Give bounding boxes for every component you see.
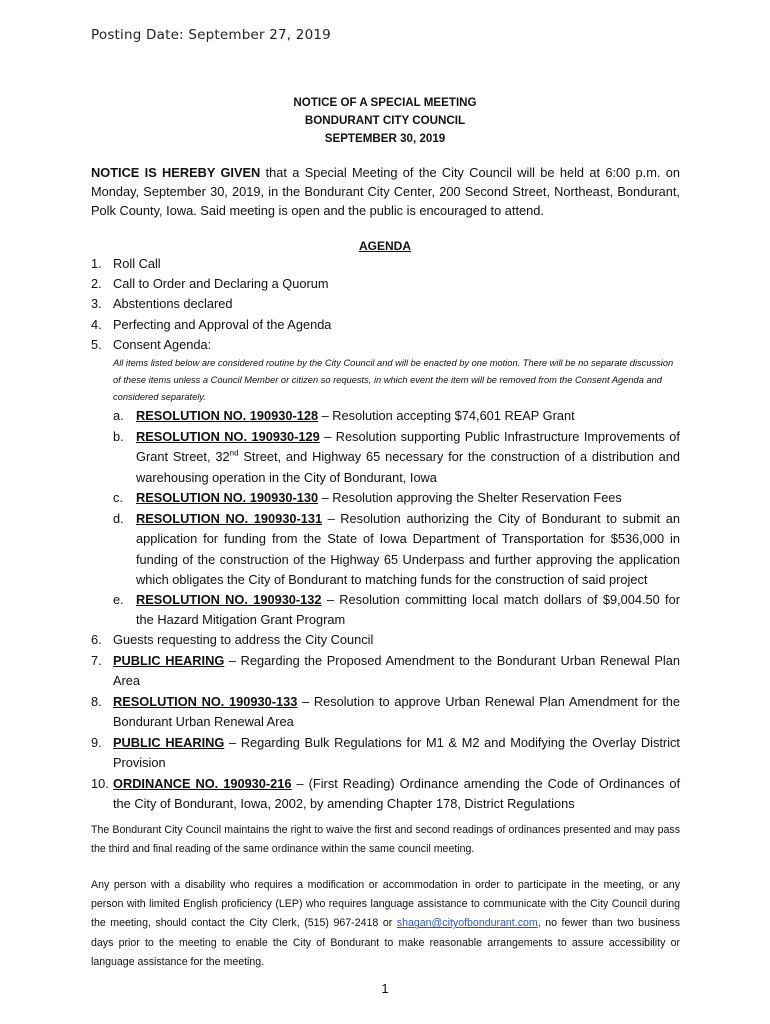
item-number: 2. <box>91 276 102 291</box>
notice-title: NOTICE OF A SPECIAL MEETING <box>293 96 477 109</box>
item-text: Call to Order and Declaring a Quorum <box>113 276 329 291</box>
sub-item-text: RESOLUTION NO. 190930-131 – Resolution authorizing the City of Bondurant to submit an application for funding from the State of Iowa Department of Transportation for $536,000 in funding of the construction of the Highway 65 Underpass and further approving the application which obligates the City of Bondurant to matching funds for the construction of said project <box>136 511 680 588</box>
item-number: 7. <box>91 653 102 668</box>
item-label: PUBLIC HEARING <box>113 653 225 668</box>
item-text: ORDINANCE NO. 190930-216 – (First Reading) Ordinance amending the Code of Ordinances of the City of Bondurant, Iowa, 2002, by amending Chapter 178, District Regulations <box>113 776 681 812</box>
meeting-date-title: SEPTEMBER 30, 2019 <box>324 132 446 145</box>
notice-text: that a Special Meeting of the City Council will be held at 6:00 p.m. on Monday, September 30, 2019, in the Bondurant City Center, 200 Second Street, Northeast, Bondurant, Polk County, Iowa. Said meeting is open and the public is encouraged to attend. <box>91 165 680 218</box>
item-text: Perfecting and Approval of the Agenda <box>113 317 332 332</box>
item-number: 9. <box>91 735 102 750</box>
resolution-number: RESOLUTION NO. 190930-131 <box>136 511 323 526</box>
item-label: ORDINANCE NO. 190930-216 <box>113 776 292 791</box>
item-text: PUBLIC HEARING – Regarding the Proposed Amendment to the Bondurant Urban Renewal Plan Area <box>113 653 680 689</box>
item-number: 8. <box>91 694 102 709</box>
council-title: BONDURANT CITY COUNCIL <box>304 114 466 127</box>
resolution-number: RESOLUTION NO. 190930-130 <box>136 490 319 505</box>
sub-item-text: RESOLUTION NO. 190930-129 – Resolution supporting Public Infrastructure Improvements of Grant Street, 32nd Street, and Highway 65 necessary for the construction of a distribution and warehousing operation in the City of Bondurant, Iowa <box>136 429 681 485</box>
posting-date: Posting Date: September 27, 2019 <box>91 27 331 43</box>
item-text: Guests requesting to address the City Council <box>113 632 374 647</box>
item-number: 1. <box>91 256 102 271</box>
consent-agenda-note: All items listed below are considered routine by the City Council and will be enacted by one motion. There will be no separate discussion of these items unless a Council Member or citizen so requests, in which event the item will be removed from the Consent Agenda and considered separately. <box>113 358 674 402</box>
agenda-heading: AGENDA <box>358 239 411 253</box>
item-text: Abstentions declared <box>113 296 233 311</box>
clerk-email-link[interactable]: shagan@cityofbondurant.com <box>396 917 538 930</box>
accessibility-paragraph: Any person with a disability who requires a modification or accommodation in order to participate in the meeting, or any person with limited English proficiency (LEP) who requires language assistance to communicate with the City Council during the meeting, should contact the City Clerk, (515) 967-2418 or shagan@cityofbondurant.com, no fewer than two business days prior to the meeting to enable the City of Bondurant to make reasonable arrangements to assure accessibility or language assistance for the meeting. <box>91 879 680 968</box>
item-text: RESOLUTION NO. 190930-133 – Resolution to approve Urban Renewal Plan Amendment for the Bondurant Urban Renewal Area <box>113 694 680 730</box>
resolution-number: RESOLUTION NO. 190930-132 <box>136 592 322 607</box>
sub-item-letter: e. <box>113 592 124 607</box>
item-label: RESOLUTION NO. 190930-133 <box>113 694 298 709</box>
notice-paragraph <box>91 163 680 220</box>
item-text: Consent Agenda: <box>113 337 212 352</box>
item-number: 6. <box>91 632 102 647</box>
item-label: PUBLIC HEARING <box>113 735 225 750</box>
ordinance-readings-paragraph: The Bondurant City Council maintains the right to waive the first and second readings of ordinances presented and may pass the third and final reading of the same ordinance within the same council meeting. <box>91 824 680 856</box>
item-number: 3. <box>91 296 102 311</box>
item-text: PUBLIC HEARING – Regarding Bulk Regulations for M1 & M2 and Modifying the Overlay District Provision <box>113 735 680 771</box>
sub-item-letter: c. <box>113 490 123 505</box>
item-number: 10. <box>91 776 109 791</box>
item-text: Roll Call <box>113 256 161 271</box>
sub-item-text: RESOLUTION NO. 190930-128 – Resolution accepting $74,601 REAP Grant <box>136 408 575 423</box>
sub-item-text: RESOLUTION NO. 190930-130 – Resolution approving the Shelter Reservation Fees <box>136 490 622 505</box>
resolution-number: RESOLUTION NO. 190930-129 <box>136 429 320 444</box>
sub-item-text: RESOLUTION NO. 190930-132 – Resolution committing local match dollars of $9,004.50 for the Hazard Mitigation Grant Program <box>136 592 680 628</box>
page-number: 1 <box>381 981 389 996</box>
item-number: 5. <box>91 337 102 352</box>
item-number: 4. <box>91 317 102 332</box>
sub-item-letter: d. <box>113 511 124 526</box>
resolution-number: RESOLUTION NO. 190930-128 <box>136 408 319 423</box>
notice-lead: NOTICE IS HEREBY GIVEN <box>91 165 261 180</box>
sub-item-letter: b. <box>113 429 124 444</box>
sub-item-letter: a. <box>113 408 124 423</box>
